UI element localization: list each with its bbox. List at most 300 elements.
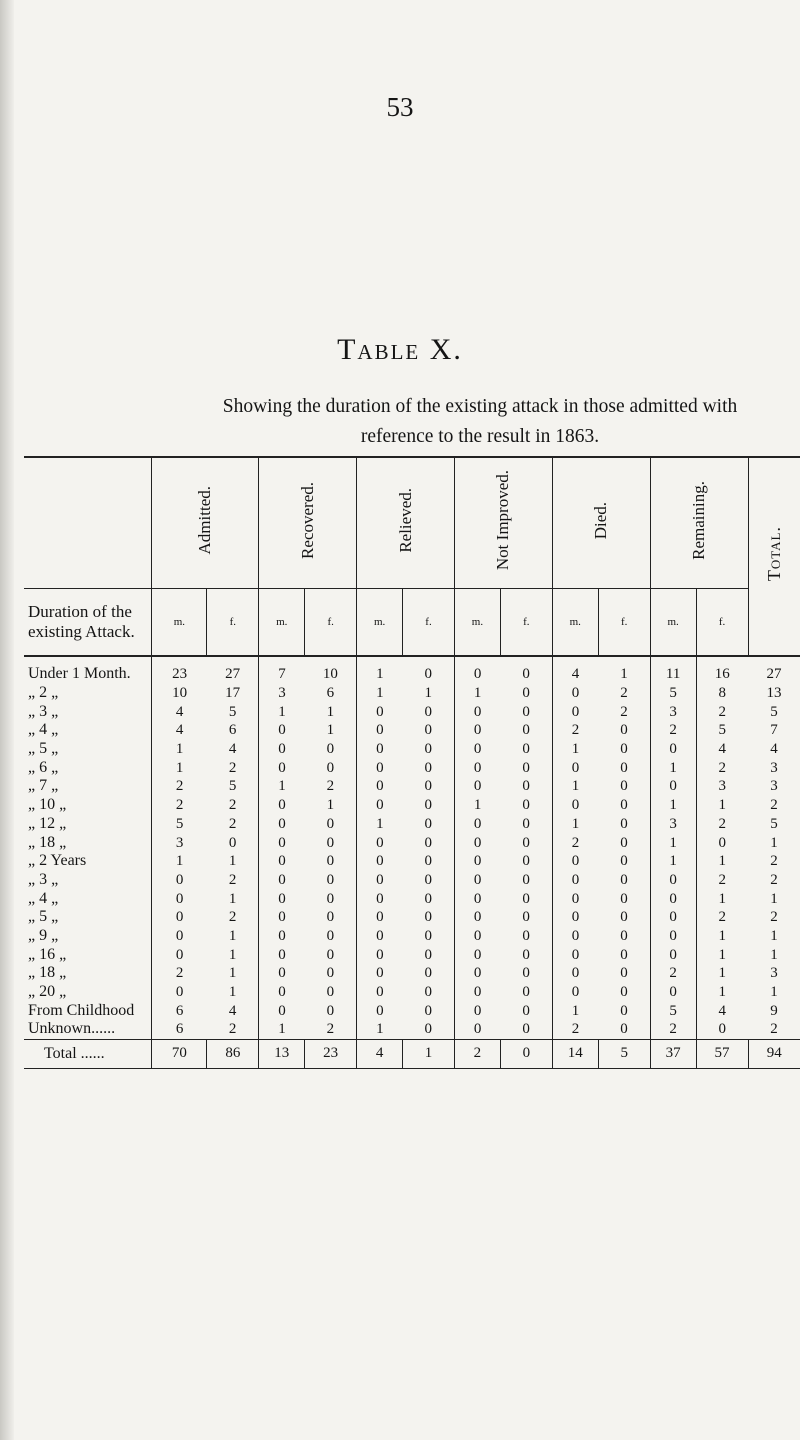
table-cell: 0 (620, 759, 628, 776)
table-cell: 2 (696, 758, 748, 777)
table-cell: 0 (357, 945, 403, 964)
table-cell: 2 (228, 797, 237, 814)
table-cell: 0 (357, 796, 403, 815)
sex-f: f. (403, 589, 455, 657)
table-cell: 0 (620, 927, 628, 944)
table-cell: 0 (152, 871, 207, 890)
table-cell: 5 (228, 778, 237, 795)
table-cell: 3 (770, 965, 778, 982)
table-cell: 0 (620, 946, 628, 963)
table-cell: 0 (259, 815, 305, 834)
table-cell: 1 (357, 1020, 403, 1039)
row-label: „ 3 „ (28, 870, 59, 888)
table-cell: 0 (454, 702, 500, 721)
table-cell: 0 (522, 1021, 530, 1038)
table-cell: 0 (454, 815, 500, 834)
table-cell: 0 (259, 852, 305, 871)
table-body (24, 656, 800, 1039)
table-cell: 0 (522, 834, 530, 851)
total-cell: 86 (207, 1039, 259, 1068)
header-not-improved: Not Improved. (454, 457, 552, 589)
table-cell: 0 (424, 946, 433, 963)
table-cell: 2 (552, 833, 598, 852)
row-label: „ 2 Years (28, 852, 87, 870)
table-cell: 3 (650, 702, 696, 721)
table-cell: 10 (322, 666, 338, 683)
table-cell: 0 (357, 758, 403, 777)
table-cell: 0 (326, 965, 335, 982)
sex-m: m. (650, 589, 696, 657)
table-cell: 0 (357, 721, 403, 740)
table-row (24, 927, 800, 946)
table-cell: 2 (326, 778, 335, 795)
table-cell: 0 (620, 853, 628, 870)
table-cell: 0 (522, 685, 530, 702)
table-row (24, 889, 800, 908)
row-label: „ 10 „ (28, 796, 67, 814)
table-cell: 2 (696, 702, 748, 721)
table-cell: 0 (620, 815, 628, 832)
table-cell: 4 (228, 741, 237, 758)
header-remaining: Remaining. (650, 457, 748, 589)
header-blank (24, 457, 152, 589)
table-cell: 0 (357, 702, 403, 721)
table-cell: 3 (770, 759, 778, 776)
total-cell: 37 (650, 1039, 696, 1068)
table-cell: 0 (650, 927, 696, 946)
table-cell: 2 (552, 1020, 598, 1039)
table-cell: 1 (696, 889, 748, 908)
table-cell: 7 (259, 656, 305, 684)
table-row (24, 964, 800, 983)
table-cell: 0 (620, 871, 628, 888)
row-label: „ 4 „ (28, 889, 59, 907)
table-cell: 1 (357, 815, 403, 834)
table-cell: 0 (259, 721, 305, 740)
table-cell: 0 (522, 759, 530, 776)
table-cell: 0 (522, 666, 530, 683)
table-cell: 0 (522, 722, 530, 739)
table-cell: 0 (522, 797, 530, 814)
row-label: „ 5 „ (28, 908, 59, 926)
table-row (24, 1001, 800, 1020)
table-cell: 4 (696, 740, 748, 759)
table-cell: 6 (326, 685, 335, 702)
row-label: „ 5 „ (28, 740, 59, 758)
table-cell: 0 (522, 965, 530, 982)
table-cell: 1 (696, 983, 748, 1002)
total-cell: 14 (552, 1039, 598, 1068)
table-cell: 0 (522, 815, 530, 832)
table-cell: 0 (424, 759, 433, 776)
table-cell: 0 (552, 758, 598, 777)
table-cell: 4 (770, 741, 778, 758)
table-cell: 0 (650, 889, 696, 908)
table-cell: 0 (326, 741, 335, 758)
table-cell: 0 (424, 703, 433, 720)
table-cell: 6 (228, 722, 237, 739)
table-cell: 0 (522, 927, 530, 944)
table-cell: 5 (228, 703, 237, 720)
header-relieved: Relieved. (357, 457, 455, 589)
sex-m: m. (357, 589, 403, 657)
table-cell: 0 (357, 871, 403, 890)
table-cell: 0 (620, 965, 628, 982)
row-label: „ 16 „ (28, 945, 67, 963)
sex-m: m. (152, 589, 207, 657)
table-cell: 3 (696, 777, 748, 796)
table-cell: 2 (228, 815, 237, 832)
table-cell: 0 (424, 890, 433, 907)
table-cell: 2 (650, 964, 696, 983)
table-cell: 0 (454, 983, 500, 1002)
table-row (24, 796, 800, 815)
table-cell: 1 (152, 740, 207, 759)
table-cell: 0 (552, 945, 598, 964)
table-cell: 0 (259, 740, 305, 759)
table-cell: 0 (326, 871, 335, 888)
table-cell: 2 (228, 909, 237, 926)
page-edge (0, 0, 14, 1440)
row-label: „ 12 „ (28, 814, 67, 832)
total-cell: 70 (152, 1039, 207, 1068)
table-cell: 2 (620, 703, 628, 720)
sex-m: m. (454, 589, 500, 657)
table-cell: 23 (152, 656, 207, 684)
table-cell: 2 (770, 853, 778, 870)
table-cell: 2 (770, 909, 778, 926)
row-label: „ 18 „ (28, 833, 67, 851)
table-cell: 0 (522, 871, 530, 888)
table-cell: 0 (522, 703, 530, 720)
table-cell: 0 (357, 964, 403, 983)
table-cell: 2 (696, 871, 748, 890)
table-cell: 0 (454, 656, 500, 684)
row-label: „ 2 „ (28, 684, 59, 702)
table-cell: 2 (228, 871, 237, 888)
table-cell: 1 (259, 777, 305, 796)
table-cell: 0 (552, 889, 598, 908)
table-cell: 1 (424, 685, 433, 702)
table-cell: 0 (454, 740, 500, 759)
total-cell: 94 (748, 1039, 800, 1068)
table-cell: 0 (552, 871, 598, 890)
table-cell: 2 (152, 964, 207, 983)
table-cell: 0 (326, 815, 335, 832)
table-cell: 27 (766, 666, 782, 683)
table-cell: 17 (225, 685, 241, 702)
table-cell: 0 (424, 778, 433, 795)
table-cell: 1 (552, 740, 598, 759)
table-cell: 0 (552, 796, 598, 815)
table-cell: 0 (454, 833, 500, 852)
table-caption: Showing the duration of the existing attack in those admitted with reference to the result in 1863. (222, 396, 738, 447)
table-cell: 2 (326, 1021, 335, 1038)
table-cell: 1 (228, 984, 237, 1001)
table-cell: 8 (696, 684, 748, 703)
table-cell: 3 (770, 778, 778, 795)
table-cell: 0 (424, 927, 433, 944)
total-cell: 2 (454, 1039, 500, 1068)
table-cell: 1 (228, 927, 237, 944)
table-cell: 1 (696, 852, 748, 871)
table-row (24, 740, 800, 759)
table-cell: 0 (454, 852, 500, 871)
table-cell: 0 (620, 1002, 628, 1019)
table-cell: 0 (454, 777, 500, 796)
table-row (24, 656, 800, 684)
table-cell: 1 (650, 833, 696, 852)
table-cell: 0 (152, 889, 207, 908)
table-cell: 0 (424, 853, 433, 870)
table-cell: 0 (620, 909, 628, 926)
row-label: Unknown...... (28, 1020, 116, 1038)
table-cell: 0 (228, 834, 237, 851)
table-cell: 0 (454, 1001, 500, 1020)
table-cell: 0 (152, 908, 207, 927)
table-cell: 0 (620, 984, 628, 1001)
table-cell: 1 (228, 946, 237, 963)
table-cell: 2 (696, 815, 748, 834)
table-cell: 1 (259, 702, 305, 721)
table-cell: 9 (770, 1002, 778, 1019)
table-cell: 0 (326, 759, 335, 776)
table-cell: 0 (650, 777, 696, 796)
table-cell: 16 (696, 656, 748, 684)
row-label: „ 9 „ (28, 926, 59, 944)
table-cell: 1 (326, 722, 335, 739)
duration-label: Duration of the existing Attack. (28, 602, 135, 641)
table-cell: 0 (620, 741, 628, 758)
table-row (24, 945, 800, 964)
table-cell: 0 (424, 722, 433, 739)
sex-m: m. (259, 589, 305, 657)
table-cell: 0 (424, 965, 433, 982)
table-row (24, 908, 800, 927)
table-cell: 2 (770, 1021, 778, 1038)
table-cell: 0 (454, 871, 500, 890)
table-cell: 2 (228, 1021, 237, 1038)
table-cell: 1 (228, 853, 237, 870)
sex-f: f. (598, 589, 650, 657)
table-cell: 0 (620, 778, 628, 795)
table-row (24, 777, 800, 796)
table-cell: 3 (650, 815, 696, 834)
table-cell: 0 (552, 927, 598, 946)
total-cell: 23 (305, 1039, 357, 1068)
table-cell: 1 (454, 684, 500, 703)
table-cell: 0 (552, 908, 598, 927)
table-cell: 0 (326, 984, 335, 1001)
table-cell: 2 (552, 721, 598, 740)
table-cell: 0 (522, 1002, 530, 1019)
table-row (24, 871, 800, 890)
table-cell: 0 (357, 740, 403, 759)
table-cell: 2 (228, 759, 237, 776)
table-cell: 3 (152, 833, 207, 852)
table-row (24, 721, 800, 740)
row-label: „ 18 „ (28, 964, 67, 982)
table-cell: 0 (357, 983, 403, 1002)
sex-f: f. (305, 589, 357, 657)
table-cell: 1 (696, 945, 748, 964)
table-cell: 0 (454, 945, 500, 964)
table-cell: 1 (650, 796, 696, 815)
total-cell: 4 (357, 1039, 403, 1068)
table-cell: 5 (770, 815, 778, 832)
table-cell: 0 (357, 1001, 403, 1020)
table-cell: 0 (326, 853, 335, 870)
table-title: Table X. (337, 333, 463, 366)
table-cell: 1 (152, 758, 207, 777)
table-cell: 0 (152, 983, 207, 1002)
table-cell: 1 (326, 797, 335, 814)
sex-f: f. (500, 589, 552, 657)
table-cell: 1 (552, 777, 598, 796)
table-cell: 5 (650, 684, 696, 703)
table-cell: 0 (259, 1001, 305, 1020)
table-cell: 0 (424, 834, 433, 851)
table-cell: 5 (650, 1001, 696, 1020)
table-cell: 0 (259, 945, 305, 964)
table-cell: 0 (454, 758, 500, 777)
group-header-row (24, 457, 800, 589)
table-cell: 0 (424, 666, 433, 683)
header-admitted: Admitted. (152, 457, 259, 589)
table-cell: 1 (696, 964, 748, 983)
table-cell: 0 (454, 927, 500, 946)
table-cell: 0 (424, 1021, 433, 1038)
table-cell: 0 (650, 908, 696, 927)
table-cell: 0 (424, 815, 433, 832)
table-cell: 5 (696, 721, 748, 740)
table-cell: 0 (552, 852, 598, 871)
table-cell: 4 (552, 656, 598, 684)
total-cell: 13 (259, 1039, 305, 1068)
table-cell: 0 (357, 889, 403, 908)
table-row (24, 1020, 800, 1039)
row-label: „ 7 „ (28, 777, 59, 795)
row-label: „ 20 „ (28, 983, 67, 1001)
table-cell: 0 (259, 983, 305, 1002)
sex-header-row (24, 589, 800, 657)
table-row (24, 815, 800, 834)
table-cell: 13 (766, 685, 782, 702)
table-cell: 4 (152, 721, 207, 740)
table-cell: 0 (424, 797, 433, 814)
table-cell: 1 (696, 927, 748, 946)
table-cell: 0 (522, 984, 530, 1001)
table-row (24, 758, 800, 777)
table-cell: 0 (357, 908, 403, 927)
table-cell: 1 (552, 815, 598, 834)
table-cell: 0 (259, 871, 305, 890)
table-cell: 4 (228, 1002, 237, 1019)
table-cell: 2 (152, 777, 207, 796)
table-cell: 1 (259, 1020, 305, 1039)
table-cell: 2 (650, 721, 696, 740)
table-cell: 0 (650, 871, 696, 890)
table-cell: 0 (620, 890, 628, 907)
table-cell: 1 (770, 834, 778, 851)
table-row (24, 702, 800, 721)
total-cell: 57 (696, 1039, 748, 1068)
table-cell: 0 (552, 702, 598, 721)
table-cell: 1 (454, 796, 500, 815)
table-cell: 6 (152, 1001, 207, 1020)
table-cell: 0 (552, 964, 598, 983)
table-cell: 1 (620, 666, 628, 683)
table-cell: 0 (522, 853, 530, 870)
sex-f: f. (696, 589, 748, 657)
table-cell: 0 (424, 984, 433, 1001)
table-cell: 0 (259, 964, 305, 983)
table-cell: 0 (522, 909, 530, 926)
table-cell: 0 (424, 871, 433, 888)
table-cell: 2 (696, 908, 748, 927)
total-label: Total ...... (44, 1044, 105, 1062)
table-cell: 0 (259, 889, 305, 908)
table-cell: 0 (326, 890, 335, 907)
table-cell: 1 (770, 984, 778, 1001)
table-cell: 0 (326, 834, 335, 851)
table-cell: 2 (620, 685, 628, 702)
table-cell: 4 (696, 1001, 748, 1020)
total-cell: 0 (500, 1039, 552, 1068)
table-cell: 2 (770, 871, 778, 888)
table-cell: 1 (228, 890, 237, 907)
table-cell: 0 (454, 1020, 500, 1039)
table-cell: 10 (152, 684, 207, 703)
table-cell: 0 (326, 1002, 335, 1019)
header-died: Died. (552, 457, 650, 589)
row-label: From Childhood (28, 1001, 135, 1019)
table-cell: 3 (259, 684, 305, 703)
table-row (24, 684, 800, 703)
table-row (24, 833, 800, 852)
sex-f: f. (207, 589, 259, 657)
table-cell: 0 (696, 833, 748, 852)
row-label: „ 4 „ (28, 721, 59, 739)
table-cell: 0 (259, 927, 305, 946)
table-cell: 1 (650, 852, 696, 871)
table-cell: 0 (326, 946, 335, 963)
row-label: „ 6 „ (28, 758, 59, 776)
duration-table (24, 456, 800, 1069)
table-cell: 0 (454, 908, 500, 927)
table-cell: 0 (650, 740, 696, 759)
table-cell: 0 (522, 890, 530, 907)
table-cell: 4 (152, 702, 207, 721)
table-cell: 2 (650, 1020, 696, 1039)
total-cell: 1 (403, 1039, 455, 1068)
table-cell: 0 (696, 1020, 748, 1039)
table-cell: 1 (696, 796, 748, 815)
table-cell: 0 (522, 778, 530, 795)
table-cell: 1 (357, 656, 403, 684)
table-cell: 7 (770, 722, 778, 739)
table-cell: 6 (152, 1020, 207, 1039)
table-cell: 0 (454, 964, 500, 983)
table-cell: 0 (522, 741, 530, 758)
table-cell: 11 (650, 656, 696, 684)
table-cell: 0 (650, 983, 696, 1002)
table-cell: 0 (620, 797, 628, 814)
table-row (24, 983, 800, 1002)
table-cell: 0 (552, 684, 598, 703)
table-cell: 0 (620, 722, 628, 739)
table-cell: 0 (152, 945, 207, 964)
